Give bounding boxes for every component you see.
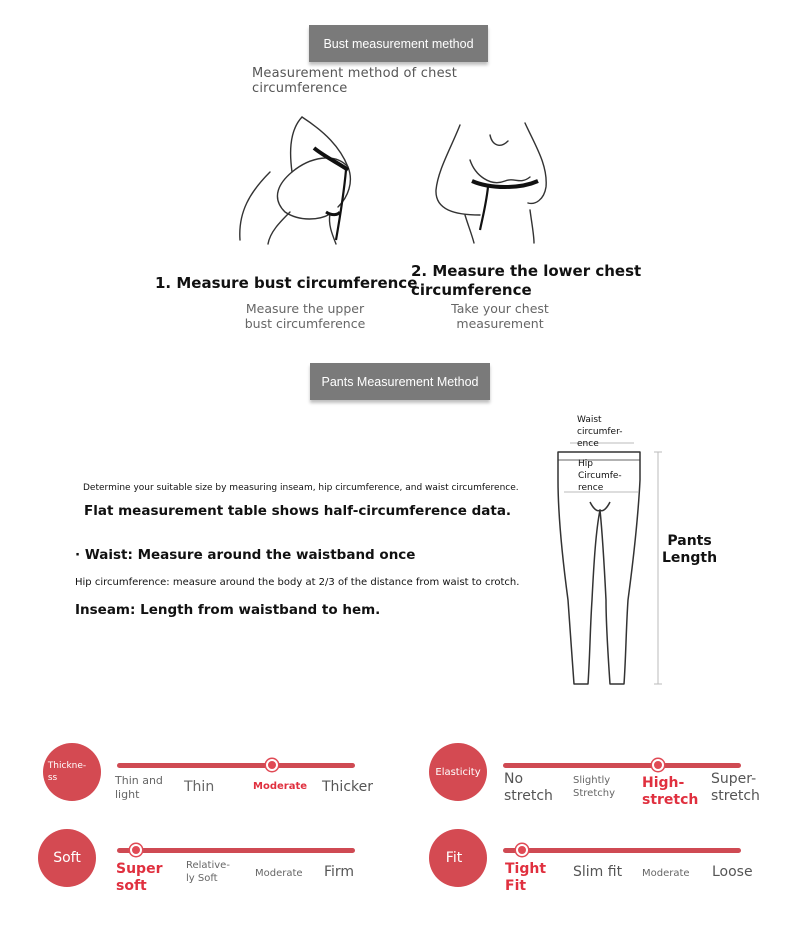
option-line: Slightly — [573, 775, 611, 786]
hip-label-line3: rence — [578, 483, 604, 493]
option-line: light — [115, 788, 140, 801]
bust-banner-label: Bust measurement method — [323, 36, 474, 51]
soft-indicator — [130, 844, 142, 856]
thickness-option-moderate: Moderate — [253, 781, 308, 792]
step1-desc-line2: bust circumference — [244, 316, 366, 331]
option-line: ly Soft — [186, 873, 218, 884]
step2-title-line1: 2. Measure the lower chest — [411, 262, 642, 280]
option-line: Fit — [505, 878, 527, 894]
soft-badge — [38, 829, 96, 887]
soft-label: Soft — [53, 850, 81, 866]
thickness-label-line2: ss — [47, 773, 58, 783]
step2-title — [411, 262, 641, 300]
hip-label-line2: Circumfe- — [578, 471, 622, 481]
option-line: Super- — [711, 771, 757, 787]
pants-inseam-instruction: Inseam: Length from waistband to hem. — [75, 602, 381, 618]
pants-banner — [310, 363, 490, 400]
bust-measure-illustration-2 — [430, 115, 555, 245]
option-line: Tight — [505, 861, 547, 877]
elasticity-badge — [429, 743, 487, 801]
pants-length-label — [662, 533, 717, 567]
thickness-track — [117, 763, 355, 768]
pants-banner-label: Pants Measurement Method — [321, 374, 479, 389]
soft-option-moderate: Moderate — [255, 868, 303, 879]
soft-track — [117, 848, 355, 853]
waist-label-line2: circumfer- — [577, 427, 623, 437]
bust-measure-illustration-1 — [230, 112, 360, 247]
hip-circumference-label — [578, 458, 622, 494]
fit-option-moderate: Moderate — [642, 868, 690, 879]
fit-indicator — [516, 844, 528, 856]
fit-track — [503, 848, 741, 853]
thickness-option-thin-and-light — [115, 774, 163, 802]
step1-desc-line1: Measure the upper — [245, 301, 365, 316]
waist-circumference-label — [577, 414, 622, 450]
option-line: stretch — [504, 788, 553, 804]
option-line: Stretchy — [573, 788, 615, 799]
bust-subtitle: Measurement method of chest circumference — [252, 66, 458, 96]
elasticity-indicator — [652, 759, 664, 771]
length-label-line2: Length — [662, 550, 718, 566]
thickness-indicator — [266, 759, 278, 771]
length-label-line1: Pants — [667, 533, 712, 549]
pants-intro: Determine your suitable size by measuring inseam, hip circumference, and waist circumference. — [83, 483, 519, 493]
elasticity-track — [503, 763, 741, 768]
fit-badge — [429, 829, 487, 887]
fit-option-slim-fit: Slim fit — [573, 864, 623, 880]
soft-option-relatively-soft — [186, 859, 230, 885]
option-line: Relative- — [186, 860, 230, 871]
option-line: High- — [642, 775, 685, 791]
elasticity-option-super-stretch — [711, 771, 760, 805]
option-line: soft — [116, 878, 147, 894]
step1-title: 1. Measure bust circumference — [155, 274, 418, 292]
elasticity-option-high-stretch — [642, 775, 698, 809]
soft-option-super-soft — [116, 861, 162, 895]
thickness-option-thin: Thin — [184, 779, 215, 795]
step2-description — [430, 301, 570, 331]
option-line: Thin and — [115, 774, 163, 787]
option-line: stretch — [642, 792, 699, 808]
pants-hip-instruction: Hip circumference: measure around the body at 2/3 of the distance from waist to crotch. — [75, 577, 520, 588]
elasticity-label: Elasticity — [435, 766, 481, 778]
option-line: stretch — [711, 788, 760, 804]
step2-desc-line1: Take your chest — [451, 301, 549, 316]
fit-label: Fit — [445, 850, 463, 866]
option-line: No — [504, 771, 524, 787]
option-line: Super — [116, 861, 163, 877]
pants-flat-note: Flat measurement table shows half-circumference data. — [84, 503, 512, 519]
pants-waist-instruction: · Waist: Measure around the waistband once — [75, 547, 416, 563]
thickness-label-line1: Thickne- — [47, 761, 87, 771]
elasticity-option-no-stretch — [504, 771, 553, 805]
step1-description — [235, 301, 375, 331]
step2-desc-line2: measurement — [456, 316, 544, 331]
elasticity-option-slightly-stretchy — [573, 774, 615, 800]
soft-option-firm: Firm — [324, 864, 355, 880]
bust-banner — [309, 25, 488, 62]
hip-label-line1: Hip — [578, 459, 593, 469]
waist-label-line1: Waist — [577, 415, 602, 425]
step2-title-line2: circumference — [411, 281, 532, 299]
thickness-badge — [43, 743, 101, 801]
fit-option-tight-fit — [505, 861, 546, 895]
fit-option-loose: Loose — [712, 864, 753, 880]
waist-label-line3: ence — [577, 439, 599, 449]
thickness-option-thicker: Thicker — [322, 779, 373, 795]
